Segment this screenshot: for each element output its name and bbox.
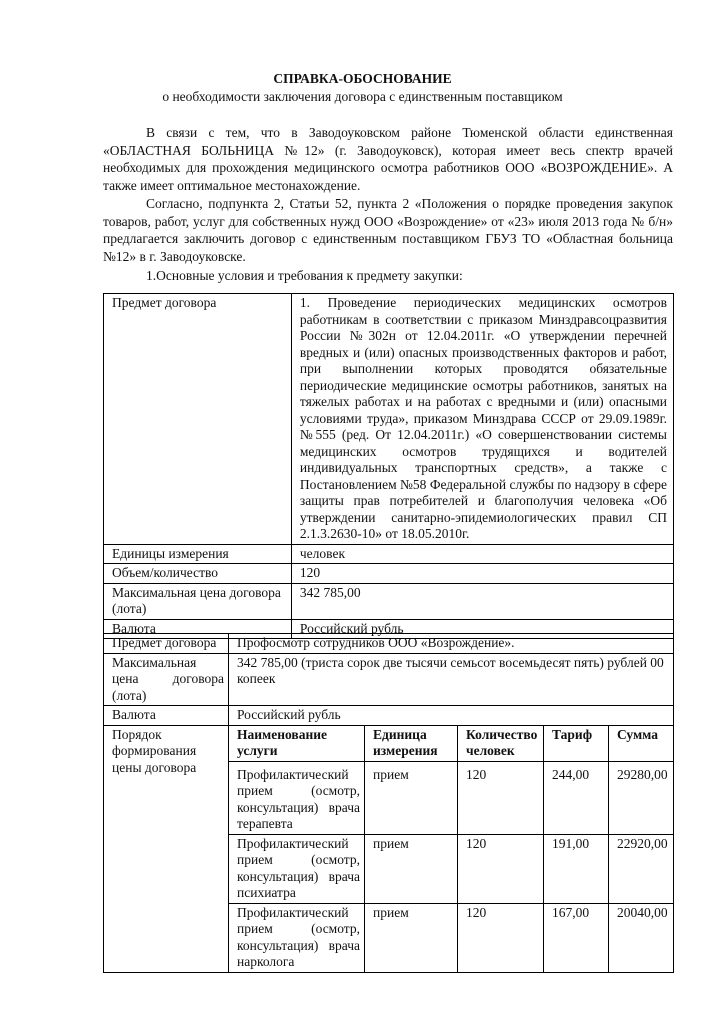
order-label: Порядок формирования цены договора — [104, 725, 229, 972]
service-sum: 20040,00 — [609, 903, 674, 972]
paragraph-3: 1.Основные условия и требования к предмету закупки: — [146, 268, 463, 283]
row-value: 1. Проведение периодических медицинских осмотров работникам в соответствии с приказом Минздравсоцразвития России №302н от 12.04.2011г. «О утверждении перечней вредных и (или) опасных производственных факторов и работ, при выполнении которых проводятся обязательные периодические медицинские осмотры работников, занятых на тяжелых работах и на работах с вредными и (или) опасными условиями труда», приказом Минздрава СССР от 29.09.1989г. №555 (ред. От 12.04.2011г.) «О совершенствовании системы медицинских осмотров трудящихся и водителей индивидуальных транспортных средств», а также с Постановлением №58 Федеральной службы по надзору в сфере защиты прав потребителей и благополучия человека «Об утверждении санитарно-эпидемиологических правил СП 2.1.3.2630-10» от 18.05.2010г. — [291, 294, 673, 545]
table-row — [104, 583, 674, 619]
table-row — [104, 706, 674, 726]
row-label: Валюта — [104, 619, 292, 639]
table-row — [104, 725, 674, 761]
column-header: Количество человек — [458, 725, 544, 761]
service-tariff: 167,00 — [544, 903, 609, 972]
row-value: человек — [291, 544, 673, 564]
row-value: Российский рубль — [291, 619, 673, 639]
service-qty: 120 — [458, 761, 544, 834]
paragraph-2: Согласно, подпункта 2, Статьи 52, пункта 2 «Положения о порядке проведения закупок товаров, работ, услуг для собственных нужд ООО «Возрождение» от «23» июля 2013 года № б/н» предлагается заключить договор с единственным поставщиком ГБУЗ ТО «Областная больница №12» в г. Заводоуковске. — [103, 196, 673, 264]
service-unit: прием — [365, 903, 458, 972]
service-name: Профилактический прием (осмотр, консультация) врача нарколога — [229, 903, 365, 972]
service-qty: 120 — [458, 903, 544, 972]
conditions-table — [103, 293, 674, 639]
service-sum: 29280,00 — [609, 761, 674, 834]
row-label: Предмет договора — [104, 294, 292, 545]
column-header: Наименование услуги — [229, 725, 365, 761]
service-tariff: 191,00 — [544, 834, 609, 903]
table-row — [104, 653, 674, 706]
table-row — [104, 294, 674, 545]
currency-value: Российский рубль — [229, 706, 674, 726]
column-header: Тариф — [544, 725, 609, 761]
service-unit: прием — [365, 834, 458, 903]
service-qty: 120 — [458, 834, 544, 903]
pricing-table — [103, 633, 674, 973]
column-header: Единица измерения — [365, 725, 458, 761]
service-sum: 22920,00 — [609, 834, 674, 903]
service-unit: прием — [365, 761, 458, 834]
table-row — [104, 544, 674, 564]
service-name: Профилактический прием (осмотр, консультация) врача психиатра — [229, 834, 365, 903]
document-title: СПРАВКА-ОБОСНОВАНИЕ — [273, 71, 452, 86]
row-value: 120 — [291, 564, 673, 584]
maxprice-value: 342 785,00 (триста сорок две тысячи семьсот восемьдесят пять) рублей 00 копеек — [229, 653, 674, 706]
document-subtitle: о необходимости заключения договора с единственным поставщиком — [162, 89, 563, 104]
row-value: 342 785,00 — [291, 583, 673, 619]
table-row — [104, 564, 674, 584]
currency-label: Валюта — [104, 706, 229, 726]
row-label: Объем/количество — [104, 564, 292, 584]
service-name: Профилактический прием (осмотр, консультация) врача терапевта — [229, 761, 365, 834]
subject-value: Профосмотр сотрудников ООО «Возрождение». — [229, 634, 674, 654]
service-tariff: 244,00 — [544, 761, 609, 834]
row-label: Единицы измерения — [104, 544, 292, 564]
maxprice-label: Максимальная цена договора (лота) — [104, 653, 229, 706]
subject-label: Предмет договора — [104, 634, 229, 654]
row-label: Максимальная цена договора (лота) — [104, 583, 292, 619]
table-row — [104, 634, 674, 654]
paragraph-1: В связи с тем, что в Заводоуковском районе Тюменской области единственная «ОБЛАСТНАЯ БОЛЬНИЦА №12» (г. Заводоуковск), которая имеет весь спектр врачей необходимых для прохождения медицинского осмотра работников ООО «ВОЗРОЖДЕНИЕ». А также имеет оптимальное местонахождение. — [103, 125, 673, 193]
column-header: Сумма — [609, 725, 674, 761]
